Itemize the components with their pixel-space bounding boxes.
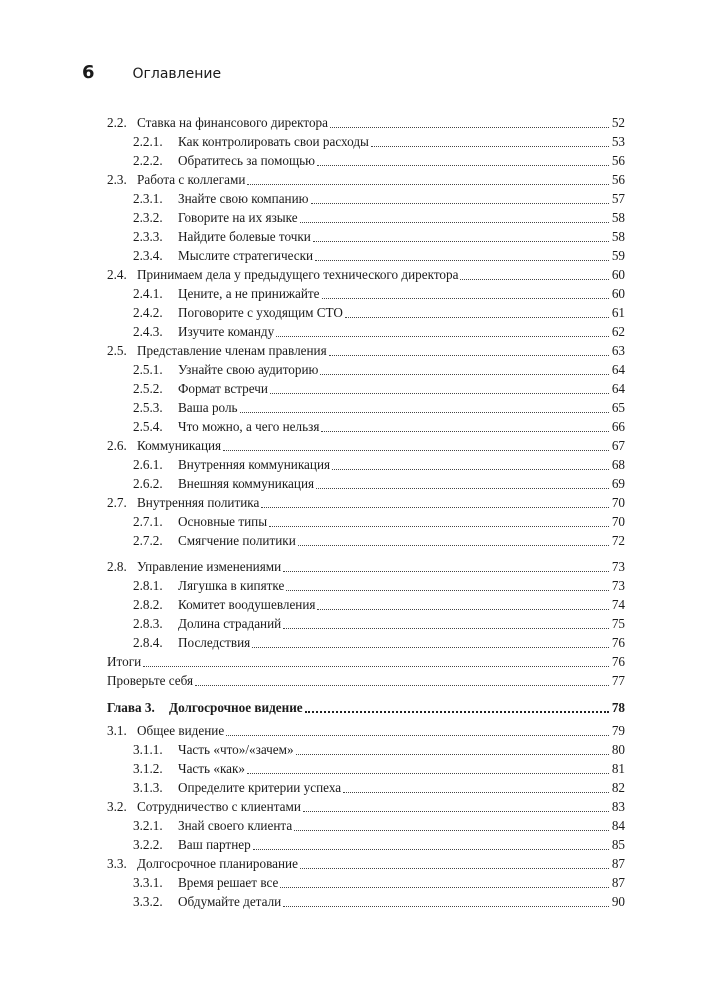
- toc-entry-title: Определите критерии успеха: [178, 780, 342, 795]
- toc-entry: [133, 283, 625, 302]
- toc-entry-number: 2.4.: [107, 267, 127, 282]
- toc-entry-page: 78: [611, 700, 625, 715]
- toc-entry-number: 3.2.2.: [133, 837, 163, 852]
- toc-entry-title: Принимаем дела у предыдущего технического директора: [137, 267, 459, 282]
- toc-entry-page: 62: [611, 324, 625, 339]
- toc-entry-title: Основные типы: [178, 514, 268, 529]
- toc-entry-page: 65: [611, 400, 625, 415]
- dot-leader: [298, 532, 609, 546]
- toc-entry-number: 2.3.2.: [133, 210, 163, 225]
- toc-entry-title: Обдумайте детали: [178, 894, 282, 909]
- toc-entry-title: Долина страданий: [178, 616, 282, 631]
- toc-entry: [133, 834, 625, 853]
- dot-leader: [252, 634, 609, 648]
- toc-entry-title: Найдите болевые точки: [178, 229, 311, 244]
- toc-entry-title: Внутренняя политика: [137, 495, 260, 510]
- toc-entry-number: 3.1.: [107, 723, 127, 738]
- dot-leader: [315, 247, 609, 261]
- toc-entry-number: 3.3.1.: [133, 875, 163, 890]
- toc-entry-number: 2.6.: [107, 438, 127, 453]
- toc-entry-page: 87: [611, 875, 625, 890]
- toc-entry-title: Что можно, а чего нельзя: [178, 419, 320, 434]
- dot-leader: [330, 114, 609, 128]
- dot-leader: [269, 513, 609, 527]
- dot-leader: [300, 855, 609, 869]
- toc-entry-page: 72: [611, 533, 625, 548]
- toc-entry-number: 2.2.: [107, 115, 127, 130]
- toc-entry: [133, 302, 625, 321]
- toc-entry-title: Представление членам правления: [137, 343, 327, 358]
- toc-entry-page: 67: [611, 438, 625, 453]
- toc-entry-number: 3.3.: [107, 856, 127, 871]
- dot-leader: [305, 698, 609, 713]
- toc-entry-number: 2.3.3.: [133, 229, 163, 244]
- dot-leader: [316, 475, 609, 489]
- page-header: [82, 62, 221, 88]
- toc-entry-number: 2.3.: [107, 172, 127, 187]
- toc-entry-page: 75: [611, 616, 625, 631]
- toc-entry-page: 73: [611, 578, 625, 593]
- toc-entry: [107, 340, 625, 359]
- toc-entry-number: 2.5.: [107, 343, 127, 358]
- toc-entry-number: 2.8.1.: [133, 578, 163, 593]
- toc-entry-title: Ставка на финансового директора: [137, 115, 328, 130]
- toc-entry-page: 57: [611, 191, 625, 206]
- toc-entry-number: 2.7.2.: [133, 533, 163, 548]
- toc-entry: [133, 575, 625, 594]
- toc-entry-title: Обратитесь за помощью: [178, 153, 315, 168]
- toc-entry: [107, 853, 625, 872]
- toc-entry-title: Итоги: [107, 654, 142, 669]
- toc-entry: [107, 112, 625, 131]
- dot-leader: [143, 653, 609, 667]
- toc-entry-page: 73: [611, 559, 625, 574]
- toc-entry-page: 76: [611, 635, 625, 650]
- toc-entry-page: 74: [611, 597, 625, 612]
- toc-entry-title: Сотрудничество с клиентами: [137, 799, 301, 814]
- dot-leader: [226, 722, 609, 736]
- toc-entry-number: 2.8.3.: [133, 616, 163, 631]
- toc-entry: [133, 594, 625, 613]
- toc-entry-number: 2.8.4.: [133, 635, 163, 650]
- toc-entry-page: 83: [611, 799, 625, 814]
- toc-entry-title: Изучите команду: [178, 324, 275, 339]
- toc-entry: [133, 777, 625, 796]
- dot-leader: [286, 577, 609, 591]
- toc-entry-title: Долгосрочное планирование: [137, 856, 298, 871]
- toc-entry-page: 80: [611, 742, 625, 757]
- toc-entry: [107, 169, 625, 188]
- header-title: Оглавление: [132, 66, 222, 82]
- toc-entry-page: 70: [611, 495, 625, 510]
- toc-entry: [133, 245, 625, 264]
- toc-entry-page: 79: [611, 723, 625, 738]
- toc-entry-number: 2.5.2.: [133, 381, 163, 396]
- dot-leader: [270, 380, 609, 394]
- toc-entry: [133, 758, 625, 777]
- toc-entry: [133, 131, 625, 150]
- dot-leader: [283, 615, 609, 629]
- toc-entry-title: Смягчение политики: [178, 533, 296, 548]
- toc-entry-number: 2.5.3.: [133, 400, 163, 415]
- toc-entry-number: 2.8.2.: [133, 597, 163, 612]
- toc-entry-title: Общее видение: [137, 723, 225, 738]
- toc-entry-title: Работа с коллегами: [137, 172, 246, 187]
- toc-entry: [133, 473, 625, 492]
- toc-entry-title: Коммуникация: [137, 438, 222, 453]
- toc-entry-title: Мыслите стратегически: [178, 248, 314, 263]
- toc-entry-page: 76: [611, 654, 625, 669]
- dot-leader: [321, 418, 609, 432]
- toc-entry: [107, 492, 625, 511]
- dot-leader: [345, 304, 609, 318]
- dot-leader: [294, 817, 609, 831]
- toc-entry-title: Узнайте свою аудиторию: [178, 362, 319, 377]
- toc-entry-number: 3.1.1.: [133, 742, 163, 757]
- toc-entry-number: 2.4.3.: [133, 324, 163, 339]
- toc-entry-page: 56: [611, 153, 625, 168]
- toc-entry-number: 2.4.2.: [133, 305, 163, 320]
- toc-entry: [133, 739, 625, 758]
- toc-entry-page: 90: [611, 894, 625, 909]
- toc-entry-title: Говорите на их языке: [178, 210, 298, 225]
- toc-entry-title: Внутренняя коммуникация: [178, 457, 331, 472]
- toc-entry-title: Знайте свою компанию: [178, 191, 309, 206]
- toc-entry: [107, 670, 625, 689]
- toc-entry-number: 2.7.1.: [133, 514, 163, 529]
- toc-entry-number: 2.6.1.: [133, 457, 163, 472]
- toc-entry-page: 64: [611, 381, 625, 396]
- toc-entry-number: 2.5.1.: [133, 362, 163, 377]
- toc-entry-number: 2.6.2.: [133, 476, 163, 491]
- page-number: 6: [82, 62, 95, 83]
- toc-entry-number: 2.2.2.: [133, 153, 163, 168]
- toc-entry-page: 63: [611, 343, 625, 358]
- dot-leader: [332, 456, 609, 470]
- dot-leader: [300, 209, 609, 223]
- toc-entry: [107, 435, 625, 454]
- toc-entry-page: 61: [611, 305, 625, 320]
- toc-entry-title: Как контролировать свои расходы: [178, 134, 369, 149]
- dot-leader: [247, 171, 609, 185]
- toc-entry-page: 60: [611, 267, 625, 282]
- toc-entry-number: 3.3.2.: [133, 894, 163, 909]
- toc-entry: [133, 150, 625, 169]
- dot-leader: [320, 361, 609, 375]
- toc-entry-number: 2.7.: [107, 495, 127, 510]
- toc-entry-title: Формат встречи: [178, 381, 268, 396]
- toc-entry-page: 56: [611, 172, 625, 187]
- toc-entry: [107, 556, 625, 575]
- toc-entry-title: Долгосрочное видение: [169, 700, 303, 715]
- toc-entry-page: 70: [611, 514, 625, 529]
- dot-leader: [296, 741, 609, 755]
- dot-leader: [276, 323, 609, 337]
- toc-entry-page: 82: [611, 780, 625, 795]
- toc-entry: [133, 530, 625, 549]
- dot-leader: [317, 596, 609, 610]
- toc-entry-number: 3.1.2.: [133, 761, 163, 776]
- dot-leader: [343, 779, 609, 793]
- toc-entry-title: Последствия: [178, 635, 251, 650]
- toc-entry: [133, 207, 625, 226]
- toc-entry: [133, 321, 625, 340]
- toc-entry: [107, 264, 625, 283]
- dot-leader: [460, 266, 609, 280]
- dot-leader: [253, 836, 609, 850]
- toc-entry-number: 2.8.: [107, 559, 127, 574]
- dot-leader: [317, 152, 609, 166]
- dot-leader: [329, 342, 609, 356]
- toc-entry-title: Часть «что»/«зачем»: [178, 742, 294, 757]
- toc-entry: [107, 796, 625, 815]
- toc-entry-title: Цените, а не принижайте: [178, 286, 320, 301]
- dot-leader: [371, 133, 609, 147]
- toc-entry-title: Лягушка в кипятке: [178, 578, 285, 593]
- dot-leader: [283, 893, 609, 907]
- toc-entry: [107, 651, 625, 670]
- dot-leader: [280, 874, 609, 888]
- toc-entry-title: Управление изменениями: [137, 559, 282, 574]
- toc-entry-number: 3.2.: [107, 799, 127, 814]
- toc-entry-number: 2.3.1.: [133, 191, 163, 206]
- toc-entry-title: Ваша роль: [178, 400, 238, 415]
- toc-entry-title: Время решает все: [178, 875, 279, 890]
- toc-entry-number: 2.5.4.: [133, 419, 163, 434]
- toc-entry-page: 52: [611, 115, 625, 130]
- dot-leader: [195, 672, 609, 686]
- toc-entry-number: 2.2.1.: [133, 134, 163, 149]
- dot-leader: [261, 494, 609, 508]
- dot-leader: [223, 437, 609, 451]
- toc-entry: [133, 378, 625, 397]
- toc-entry: [133, 416, 625, 435]
- toc-entry: [133, 359, 625, 378]
- toc-entry: [133, 454, 625, 473]
- toc-entry-page: 81: [611, 761, 625, 776]
- toc-entry: [107, 720, 625, 739]
- dot-leader: [247, 760, 609, 774]
- dot-leader: [313, 228, 609, 242]
- toc-entry-page: 68: [611, 457, 625, 472]
- toc-entry-title: Проверьте себя: [107, 673, 194, 688]
- toc-entry: [133, 397, 625, 416]
- toc-chapter-row: [107, 697, 625, 716]
- toc-entry: [133, 188, 625, 207]
- toc-entry: [133, 872, 625, 891]
- toc-entry: [133, 815, 625, 834]
- toc-entry: [133, 226, 625, 245]
- toc-entry-page: 77: [611, 673, 625, 688]
- toc-entry-title: Ваш партнер: [178, 837, 251, 852]
- toc-entry-page: 85: [611, 837, 625, 852]
- dot-leader: [240, 399, 609, 413]
- dot-leader: [283, 558, 609, 572]
- toc-entry-page: 87: [611, 856, 625, 871]
- toc-entry-number: 3.2.1.: [133, 818, 163, 833]
- toc-entry-page: 60: [611, 286, 625, 301]
- toc-entry-page: 64: [611, 362, 625, 377]
- toc-entry-number: 2.4.1.: [133, 286, 163, 301]
- toc-entry-page: 66: [611, 419, 625, 434]
- toc-entry-title: Комитет воодушевления: [178, 597, 316, 612]
- dot-leader: [322, 285, 609, 299]
- toc-entry-title: Внешняя коммуникация: [178, 476, 315, 491]
- toc-entry-page: 69: [611, 476, 625, 491]
- toc-entry-page: 84: [611, 818, 625, 833]
- toc-entry-title: Знай своего клиента: [178, 818, 293, 833]
- toc-entry-page: 53: [611, 134, 625, 149]
- toc-entry-title: Поговорите с уходящим CTO: [178, 305, 343, 320]
- toc-entry: [133, 511, 625, 530]
- toc-entry-page: 59: [611, 248, 625, 263]
- toc-entry-number: 3.1.3.: [133, 780, 163, 795]
- toc-entry-number: 2.3.4.: [133, 248, 163, 263]
- toc-entry-page: 58: [611, 210, 625, 225]
- toc-entry-page: 58: [611, 229, 625, 244]
- toc-entry: [133, 613, 625, 632]
- dot-leader: [303, 798, 609, 812]
- toc-entry-title: Часть «как»: [178, 761, 246, 776]
- toc-entry: [133, 632, 625, 651]
- dot-leader: [311, 190, 609, 204]
- toc-entry-number: Глава 3.: [107, 700, 155, 715]
- toc-entry: [133, 891, 625, 910]
